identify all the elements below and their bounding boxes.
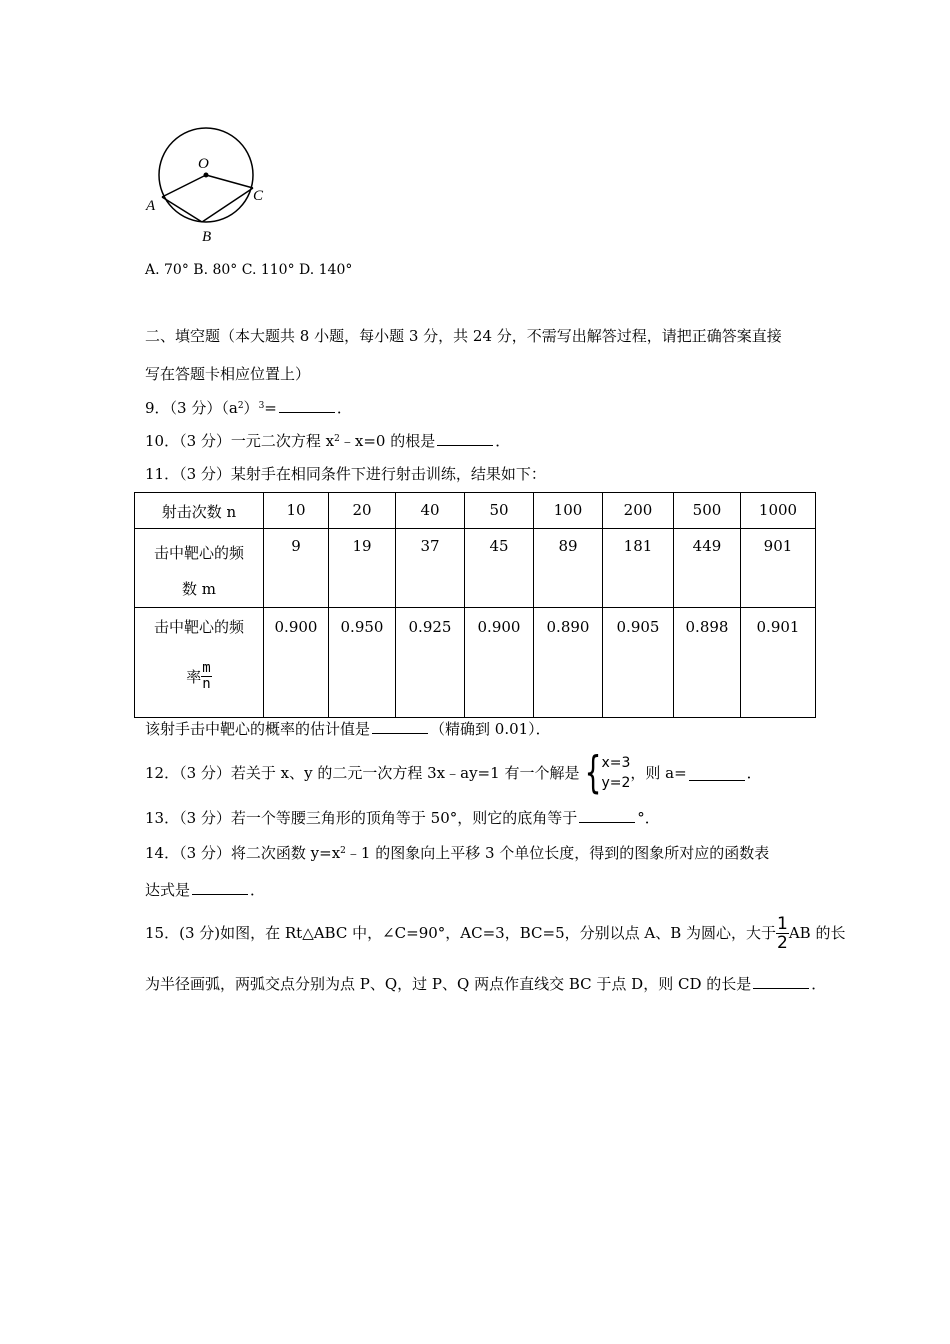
table-cell: 20 [329,493,396,529]
table-header-cell: 击中靶心的频 数 m [135,529,264,608]
table-cell: 0.890 [534,608,603,718]
segment-oc [206,175,253,188]
table-header-cell: 射击次数 n [135,493,264,529]
label-b: B [202,229,212,245]
table-cell: 19 [329,529,396,608]
circle-figure [140,120,280,250]
answer-blank[interactable] [689,766,745,781]
question-13: 13．（3 分）若一个等腰三角形的顶角等于 50°，则它的底角等于 °． [145,809,660,827]
table-cell: 0.898 [674,608,741,718]
section2-heading-line2: 写在答题卡相应位置上） [145,365,311,383]
table-cell: 37 [396,529,465,608]
table-cell: 89 [534,529,603,608]
label-c: C [253,188,264,204]
table-row [135,608,816,718]
table-cell: 1000 [741,493,816,529]
table-cell: 0.925 [396,608,465,718]
question-15-line1: 15．(3 分)如图，在 Rt△ABC 中，∠C=90°，AC=3，BC=5，分别以点 A、B 为圆心，大于 $\frac{1}{2}$ AB 的长 [145,913,846,953]
table-cell: 181 [603,529,674,608]
table-cell: 500 [674,493,741,529]
brace-glyph: { [585,747,602,798]
answer-blank[interactable] [437,431,493,446]
table-row [135,493,816,529]
table-header-cell: 击中靶心的频 率 $\frac{m}{n}$ [135,608,264,718]
table-cell: 40 [396,493,465,529]
table-cell: 45 [465,529,534,608]
table-cell: 0.905 [603,608,674,718]
answer-blank[interactable] [279,398,335,413]
question-11-followup: 该射手击中靶心的概率的估计值是 （精确到 0.01）． [145,720,551,738]
answer-blank[interactable] [372,719,428,734]
center-point [204,173,209,178]
table-cell: 901 [741,529,816,608]
question-12: 12．（3 分）若关于 x、y 的二元一次方程 3x﹣ay=1 有一个解是 { x=3 y=2 ，则 a= ． [145,747,762,798]
question-9: 9．（3 分）$(a^2)^3=$ ． [145,399,352,417]
answer-blank[interactable] [753,974,809,989]
table-cell: 0.901 [741,608,816,718]
question-10: 10．（3 分）一元二次方程 $x^2﹣x=0$ 的根是 ． [145,432,511,450]
fraction-one-half: $\frac{1}{2}$ [777,913,788,953]
label-o: O [198,156,209,172]
table-cell: 9 [264,529,329,608]
table-cell: 0.900 [465,608,534,718]
shooting-table [134,492,816,718]
table-cell: 0.900 [264,608,329,718]
segment-ab [162,197,202,222]
answer-blank[interactable] [579,808,635,823]
section2-heading-line1: 二、填空题（本大题共 8 小题，每小题 3 分，共 24 分，不需写出解答过程，请把正确答案直接 [145,327,782,345]
answer-blank[interactable] [192,880,248,895]
table-cell: 50 [465,493,534,529]
label-a: A [146,198,156,214]
equation-system: { x=3 y=2 [585,747,631,798]
question-11: 11．（3 分）某射手在相同条件下进行射击训练，结果如下： [145,465,546,483]
question-15-line2: 为半径画弧，两弧交点分别为点 P、Q，过 P、Q 两点作直线交 BC 于点 D，则 CD 的长是 ． [145,975,827,993]
question-14-line1: 14．（3 分）将二次函数 $y=x^2﹣1$ 的图象向上平移 3 个单位长度，得到的图象所对应的函数表 [145,844,770,862]
table-cell: 449 [674,529,741,608]
question-14-line2: 达式是 ． [145,881,266,899]
fraction-m-over-n: $\frac{m}{n}$ [202,660,211,692]
segment-oa [162,175,206,197]
table-cell: 0.950 [329,608,396,718]
table-row [135,529,816,608]
q8-options: A. 70° B. 80° C. 110° D. 140° [145,262,353,278]
table-cell: 200 [603,493,674,529]
table-cell: 10 [264,493,329,529]
table-cell: 100 [534,493,603,529]
